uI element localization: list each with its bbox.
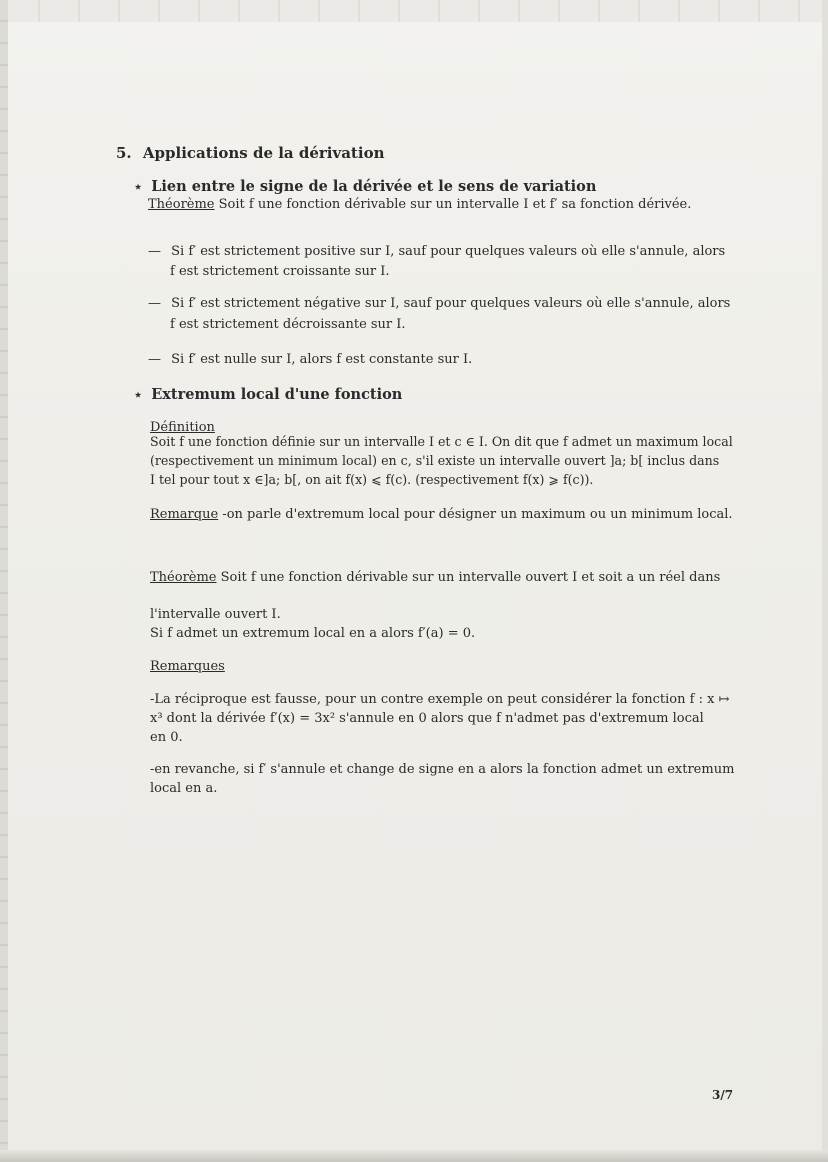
definition-line: Soit f une fonction définie sur un intervalle I et c ∈ I. On dit que f admet un maximum local [150, 434, 733, 449]
list-item: — Si f′ est strictement négative sur I, sauf pour quelques valeurs où elle s'annule, alors [148, 296, 731, 311]
theorem-variation [148, 197, 691, 212]
remark-label: Remarque [150, 507, 219, 522]
star-bullet-icon: ⋆ [134, 180, 143, 195]
theorem-label: Théorème [148, 197, 215, 212]
scan-right-edge [822, 0, 828, 1162]
theorem-label: Théorème [150, 570, 217, 585]
remarks-label: Remarques [150, 659, 225, 674]
theorem-line: l'intervalle ouvert I. [150, 607, 281, 622]
section-title: Applications de la dérivation [142, 144, 385, 162]
remark-text: -on parle d'extremum local pour désigner un maximum ou un minimum local. [218, 507, 733, 522]
theorem-text: Soit f une fonction dérivable sur un intervalle I et f′ sa fonction dérivée. [214, 197, 692, 212]
scan-left-edge [0, 0, 8, 1162]
remarks-line: -en revanche, si f′ s'annule et change de signe en a alors la fonction admet un extremum [150, 762, 735, 777]
definition-label: Définition [150, 420, 215, 435]
remarks-line: en 0. [150, 730, 183, 745]
page-number: 3/7 [712, 1088, 734, 1102]
remark-extremum [150, 507, 733, 522]
definition-line: (respectivement un minimum local) en c, s'il existe un intervalle ouvert ]a; b[ inclus dans [150, 453, 720, 468]
scan-bottom-edge [0, 1150, 828, 1162]
remarks-line: -La réciproque est fausse, pour un contre exemple on peut considérer la fonction f : x ↦ [150, 692, 730, 707]
dash-bullet: — [148, 352, 161, 367]
dash-bullet: — [148, 244, 161, 259]
list-item-continuation: f est strictement croissante sur I. [170, 264, 390, 279]
theorem-line: Si f admet un extremum local en a alors f′(a) = 0. [150, 626, 476, 641]
list-item-continuation: f est strictement décroissante sur I. [170, 317, 406, 332]
remarks-line: x³ dont la dérivée f′(x) = 3x² s'annule en 0 alors que f n'admet pas d'extremum local [150, 711, 704, 726]
theorem-text: Soit f une fonction dérivable sur un intervalle ouvert I et soit a un réel dans [216, 570, 721, 585]
star-bullet-icon: ⋆ [134, 388, 143, 403]
definition-line: I tel pour tout x ∈]a; b[, on ait f(x) ⩽ f(c). (respectivement f(x) ⩾ f(c)). [150, 472, 594, 487]
subsection-heading-variation: ⋆ Lien entre le signe de la dérivée et le sens de variation [134, 178, 597, 195]
section-heading [116, 144, 384, 162]
list-item: — Si f′ est strictement positive sur I, sauf pour quelques valeurs où elle s'annule, alors [148, 244, 726, 259]
scan-top-edge [0, 0, 828, 22]
list-item: — Si f′ est nulle sur I, alors f est constante sur I. [148, 352, 473, 367]
theorem-extremum [150, 570, 720, 585]
dash-bullet: — [148, 296, 161, 311]
remarks-line: local en a. [150, 781, 218, 796]
section-number: 5. [116, 144, 132, 162]
subsection-heading-extremum: ⋆ Extremum local d'une fonction [134, 386, 403, 403]
